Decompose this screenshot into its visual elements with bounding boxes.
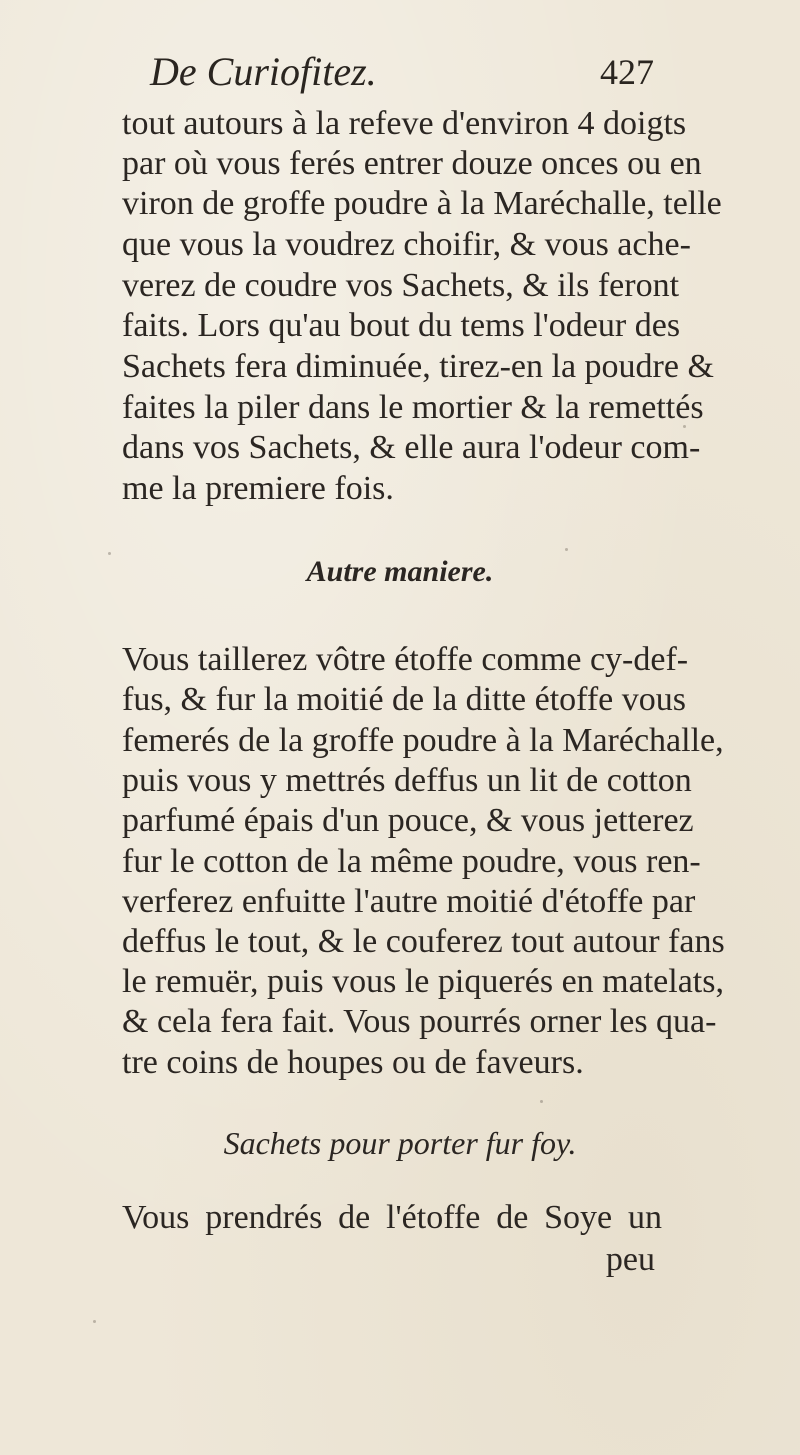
text-line: Sachets fera diminuée, tirez-en la poudre & [122, 348, 714, 385]
text-line: que vous la voudrez choifir, & vous ache- [122, 226, 691, 263]
text-line: Vous taillerez vôtre étoffe comme cy-def- [122, 641, 689, 678]
text-line: fur le cotton de la même poudre, vous ren- [122, 843, 701, 880]
text-line: & cela fera fait. Vous pourrés orner les qua- [122, 1003, 717, 1040]
text-line: fus, & fur la moitié de la ditte étoffe vous [122, 681, 687, 718]
text-line: deffus le tout, & le couferez tout autour fans [122, 923, 725, 960]
text-line: viron de groffe poudre à la Maréchalle, telle [122, 185, 722, 222]
text-line: me la premiere fois. [122, 470, 394, 507]
text-line: femerés de la groffe poudre à la Maréchalle, [122, 722, 724, 759]
text-line: par où vous ferés entrer douze onces ou en [122, 145, 702, 182]
paper-speck [540, 1100, 543, 1103]
paper-speck [93, 1320, 96, 1323]
section-heading-autre-maniere: Autre maniere. [306, 555, 494, 588]
text-line: parfumé épais d'un pouce, & vous jetterez [122, 802, 694, 839]
text-line: faits. Lors qu'au bout du tems l'odeur des [122, 307, 681, 344]
catchword: peu [605, 1241, 655, 1278]
running-title: De Curiofitez. [150, 49, 377, 94]
section-heading-sachets: Sachets pour porter fur foy. [223, 1125, 577, 1161]
text-line: puis vous y mettrés deffus un lit de cotton [122, 762, 692, 799]
text-line: le remuër, puis vous le piquerés en matelats, [122, 963, 724, 1000]
text-line: verferez enfuitte l'autre moitié d'étoffe par [122, 883, 696, 920]
paper-speck [565, 548, 568, 551]
page-number: 427 [600, 52, 654, 92]
text-line: Vous prendrés de l'étoffe de Soye un [122, 1199, 662, 1236]
text-line: dans vos Sachets, & elle aura l'odeur com- [122, 429, 701, 466]
text-line: faites la piler dans le mortier & la remettés [122, 389, 704, 426]
text-line: tout autours à la refeve d'environ 4 doigts [122, 105, 687, 142]
text-line: verez de coudre vos Sachets, & ils feront [122, 267, 680, 304]
running-header [150, 44, 670, 100]
text-line: tre coins de houpes ou de faveurs. [122, 1044, 584, 1081]
